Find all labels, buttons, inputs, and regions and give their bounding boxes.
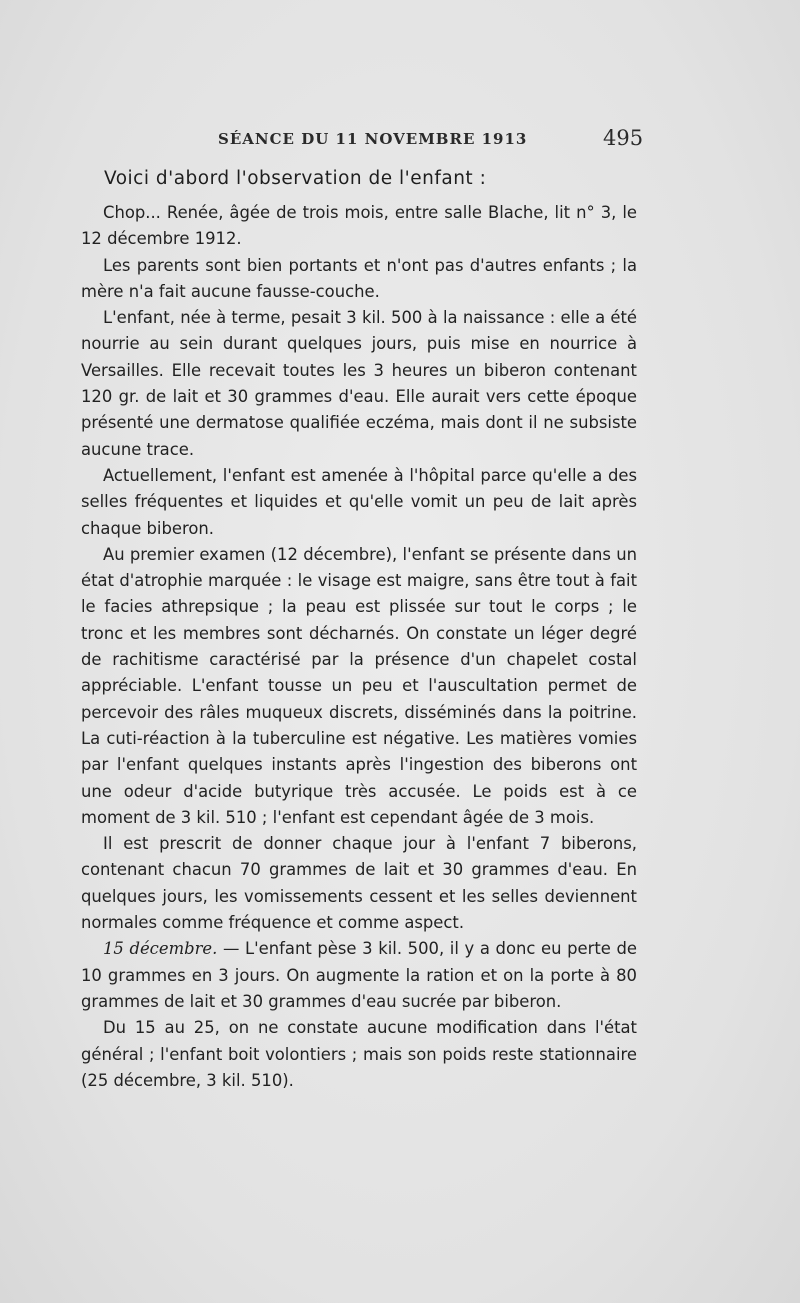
paragraph: L'enfant, née à terme, pesait 3 kil. 500 à la naissance : elle a été nourrie au sein durant quelques jours, puis mise en nourrice à Versailles. Elle recevait toutes les 3 heures un biberon contenant 120 gr. de lait et 30 grammes d'eau. Elle aurait vers cette époque présenté une dermatose qualifiée eczéma, mais dont il ne subsiste aucune trace. <box>81 308 637 459</box>
paragraph: Il est prescrit de donner chaque jour à l'enfant 7 biberons, contenant chacun 70 grammes de lait et 30 grammes d'eau. En quelques jours, les vomissements cessent et les selles deviennent normales comme fréquence et comme aspect. <box>81 834 637 933</box>
intro-line: Voici d'abord l'observation de l'enfant : <box>104 168 487 189</box>
paragraph: Chop... Renée, âgée de trois mois, entre salle Blache, lit n° 3, le 12 décembre 1912. <box>81 203 637 249</box>
page-number: 495 <box>603 126 644 150</box>
paragraph: Au premier examen (12 décembre), l'enfant se présente dans un état d'atrophie marquée : le visage est maigre, sans être tout à fait le facies athrepsique ; la peau est plissée sur tout le corps ; le tronc et les membres sont décharnés. On constate un léger degré de rachitisme caractérisé par la présence d'un chapelet costal appréciable. L'enfant tousse un peu et l'auscultation permet de percevoir des râles muqueux discrets, disséminés dans la poitrine. La cuti-réaction à la tuberculine est négative. Les matières vomies par l'enfant quelques instants après l'ingestion des biberons ont une odeur d'acide butyrique très accusée. Le poids est à ce moment de 3 kil. 510 ; l'enfant est cependant âgée de 3 mois. <box>81 544 637 827</box>
page-header <box>0 126 800 152</box>
entry-text: — L'enfant pèse 3 kil. 500, il y a donc eu perte de 10 grammes en 3 jours. On augmente la ration et on la porte à 80 grammes de lait et 30 grammes d'eau sucrée par biberon. <box>81 939 638 1011</box>
paragraph: Les parents sont bien portants et n'ont pas d'autres enfants ; la mère n'a fait aucune fausse-couche. <box>81 255 637 301</box>
entry-date: 15 décembre. <box>103 939 218 959</box>
paragraph: Actuellement, l'enfant est amenée à l'hôpital parce qu'elle a des selles fréquentes et liquides et qu'elle vomit un peu de lait après chaque biberon. <box>81 465 637 538</box>
observation-text <box>81 200 637 1094</box>
paragraph: Du 15 au 25, on ne constate aucune modification dans l'état général ; l'enfant boit volontiers ; mais son poids reste stationnaire (25 décembre, 3 kil. 510). <box>81 1018 637 1090</box>
running-title: SÉANCE DU 11 NOVEMBRE 1913 <box>218 130 528 148</box>
dated-paragraph <box>81 936 637 1015</box>
